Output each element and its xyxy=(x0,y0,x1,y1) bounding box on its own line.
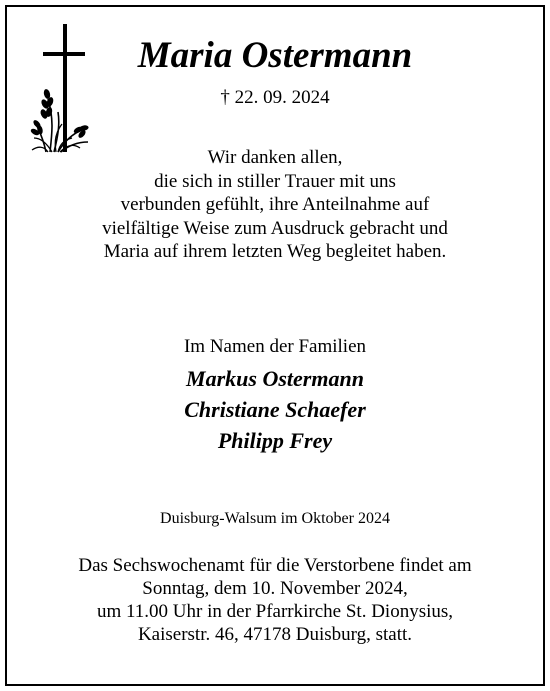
thanks-line: Maria auf ihrem letzten Weg begleitet haben. xyxy=(103,241,447,262)
place-date: Duisburg-Walsum im Oktober 2024 xyxy=(160,510,390,527)
family-member: Christiane Schaefer xyxy=(184,397,366,422)
thanks-line: vielfältige Weise zum Ausdruck gebracht und xyxy=(102,217,448,239)
announcement-line: Kaiserstr. 46, 47178 Duisburg, statt. xyxy=(137,624,413,645)
family-members xyxy=(0,363,550,456)
deceased-name: Maria Ostermann xyxy=(137,35,413,76)
announcement-line: um 11.00 Uhr in der Pfarrkirche St. Dionysius, xyxy=(96,601,454,622)
thanks-line: Wir danken allen, xyxy=(207,147,343,168)
announcement-line: Sonntag, dem 10. November 2024, xyxy=(142,578,408,599)
family-member: Philipp Frey xyxy=(217,428,333,453)
thanks-line: die sich in stiller Trauer mit uns xyxy=(154,170,396,192)
announcement-line: Das Sechswochenamt für die Verstorbene findet am xyxy=(78,555,472,576)
death-date: † 22. 09. 2024 xyxy=(220,87,330,108)
family-member: Markus Ostermann xyxy=(186,366,364,391)
thanks-line: verbunden gefühlt, ihre Anteilnahme auf xyxy=(120,194,430,215)
service-announcement xyxy=(0,554,550,646)
thanks-text xyxy=(0,146,550,264)
family-intro: Im Namen der Familien xyxy=(183,336,367,357)
